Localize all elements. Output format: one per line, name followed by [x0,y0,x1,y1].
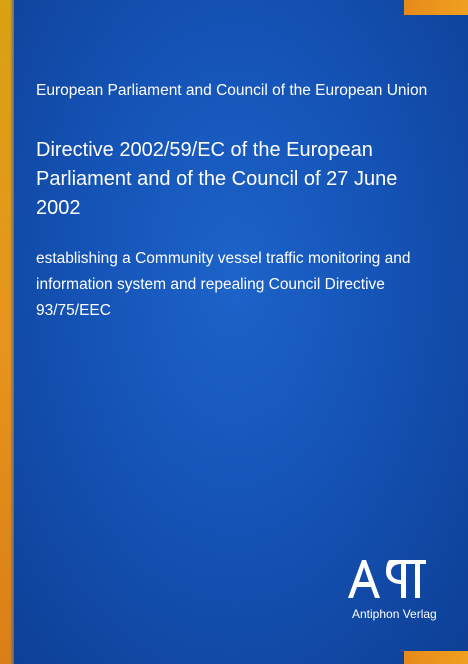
left-accent-strip [0,0,14,664]
publisher-name: Antiphon Verlag [352,607,437,621]
top-accent-tab [404,0,468,15]
antiphon-ap-logo-icon [346,554,428,600]
bottom-accent-tab [404,651,468,664]
book-title: Directive 2002/59/EC of the European Parliament and of the Council of 27 June 2002 [36,139,398,219]
author: European Parliament and Council of the European Union [36,82,428,99]
book-subtitle: establishing a Community vessel traffic monitoring and information system and repealing Council Directive 93/75/EEC [36,250,411,319]
